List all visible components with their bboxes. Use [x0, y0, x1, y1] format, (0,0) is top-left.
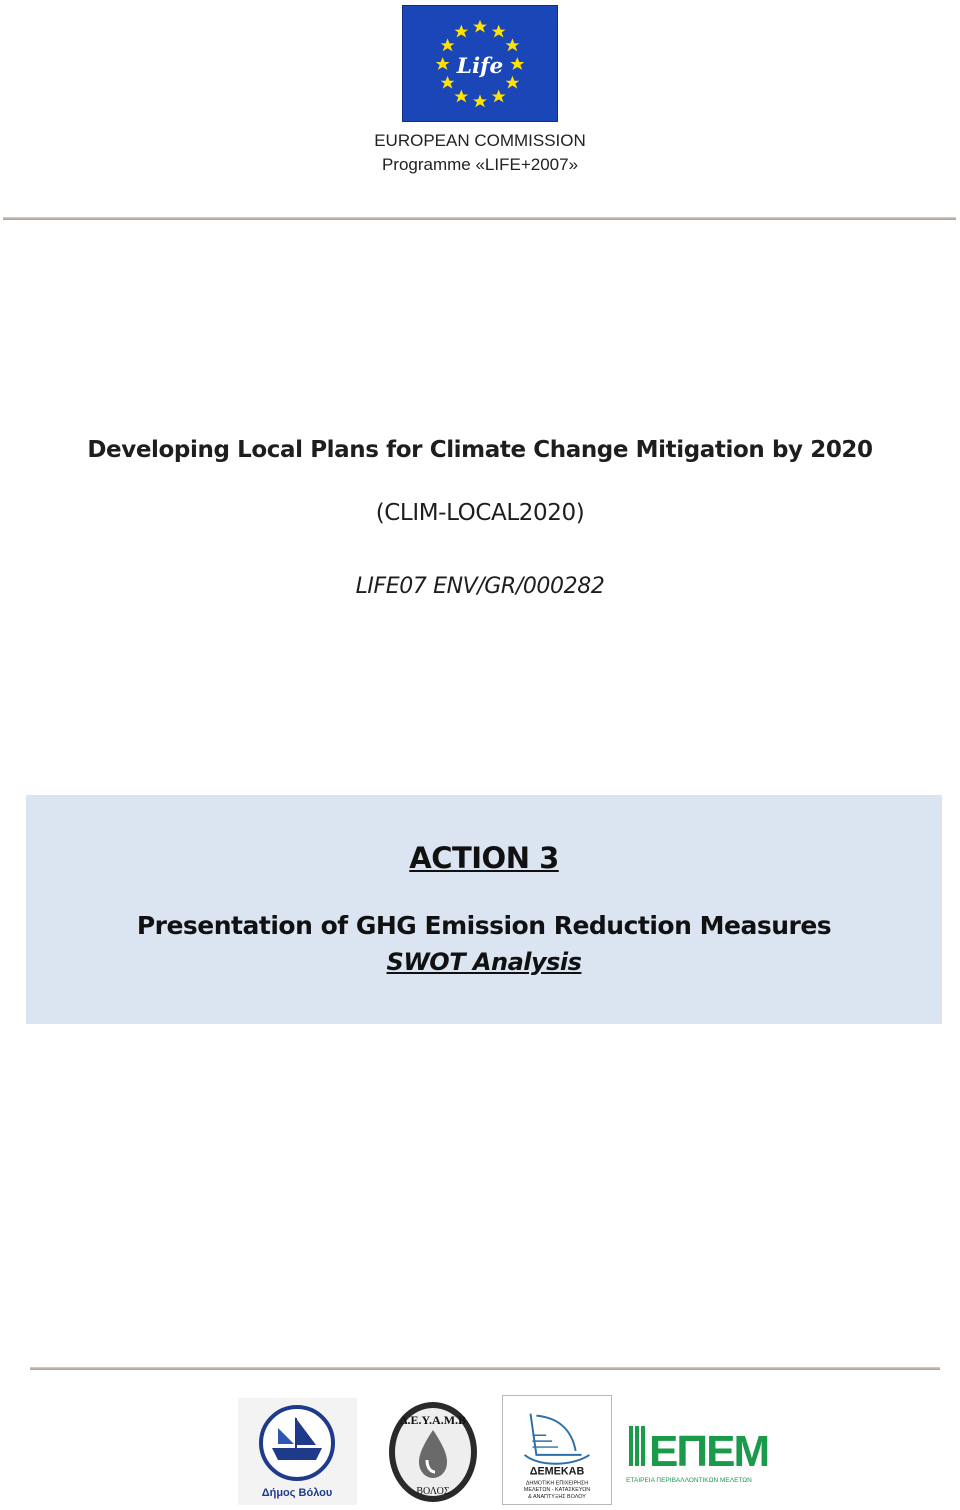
water-drop-icon [385, 1400, 481, 1507]
svg-text:ΜΕΛΕΤΩΝ - ΚΑΤΑΣΚΕΥΩΝ: ΜΕΛΕΤΩΝ - ΚΑΤΑΣΚΕΥΩΝ [523, 1487, 591, 1494]
svg-text:ΔΗΜΟΤΙΚΗ ΕΠΙΧΕΙΡΗΣΗ: ΔΗΜΟΤΙΚΗ ΕΠΙΧΕΙΡΗΣΗ [525, 1480, 589, 1487]
partner-logo-volos-municipality [238, 1398, 357, 1505]
action-panel [26, 795, 942, 1024]
footer-divider [30, 1367, 940, 1370]
eu-stars-icon [403, 6, 557, 121]
action-heading: ACTION 3 [409, 841, 559, 875]
ship-emblem-icon [238, 1398, 357, 1505]
action-swot-title: SWOT Analysis [386, 948, 582, 976]
partner-logo-demekav [502, 1395, 612, 1505]
svg-text:ΒΟΛΟΣ: ΒΟΛΟΣ [416, 1486, 450, 1497]
svg-text:ΔΕΜΕΚΑΒ: ΔΕΜΕΚΑΒ [529, 1465, 585, 1478]
ship-outline-icon [503, 1396, 611, 1504]
project-title: Developing Local Plans for Climate Change Mitigation by 2020 [87, 437, 873, 463]
partner-logo-epem [626, 1420, 769, 1488]
svg-text:Δήμος Βόλου: Δήμος Βόλου [261, 1487, 333, 1499]
partner-logo-deyamv [385, 1400, 481, 1507]
bars-icon [626, 1420, 769, 1488]
project-acronym: (CLIM-LOCAL2020) [375, 500, 585, 526]
life-logo [402, 5, 558, 122]
org-name: EUROPEAN COMMISSION [374, 131, 586, 150]
action-subtitle: Presentation of GHG Emission Reduction Measures [136, 911, 832, 940]
project-code: LIFE07 ENV/GR/000282 [355, 574, 605, 599]
svg-text:Δ.Ε.Υ.Α.Μ.Β: Δ.Ε.Υ.Α.Μ.Β [399, 1413, 467, 1427]
programme-name: Programme «LIFE+2007» [381, 155, 579, 174]
svg-text:ΕΠΕΜ: ΕΠΕΜ [649, 1427, 769, 1476]
header-divider [3, 217, 956, 220]
svg-text:ΕΤΑΙΡΕΙΑ ΠΕΡΙΒΑΛΛΟΝΤΙΚΩΝ ΜΕΛΕΤ: ΕΤΑΙΡΕΙΑ ΠΕΡΙΒΑΛΛΟΝΤΙΚΩΝ ΜΕΛΕΤΩΝ [626, 1477, 752, 1484]
svg-text:Life: Life [456, 53, 504, 79]
svg-text:& ΑΝΑΠΤΥΞΗΣ ΒΟΛΟΥ: & ΑΝΑΠΤΥΞΗΣ ΒΟΛΟΥ [528, 1494, 586, 1501]
